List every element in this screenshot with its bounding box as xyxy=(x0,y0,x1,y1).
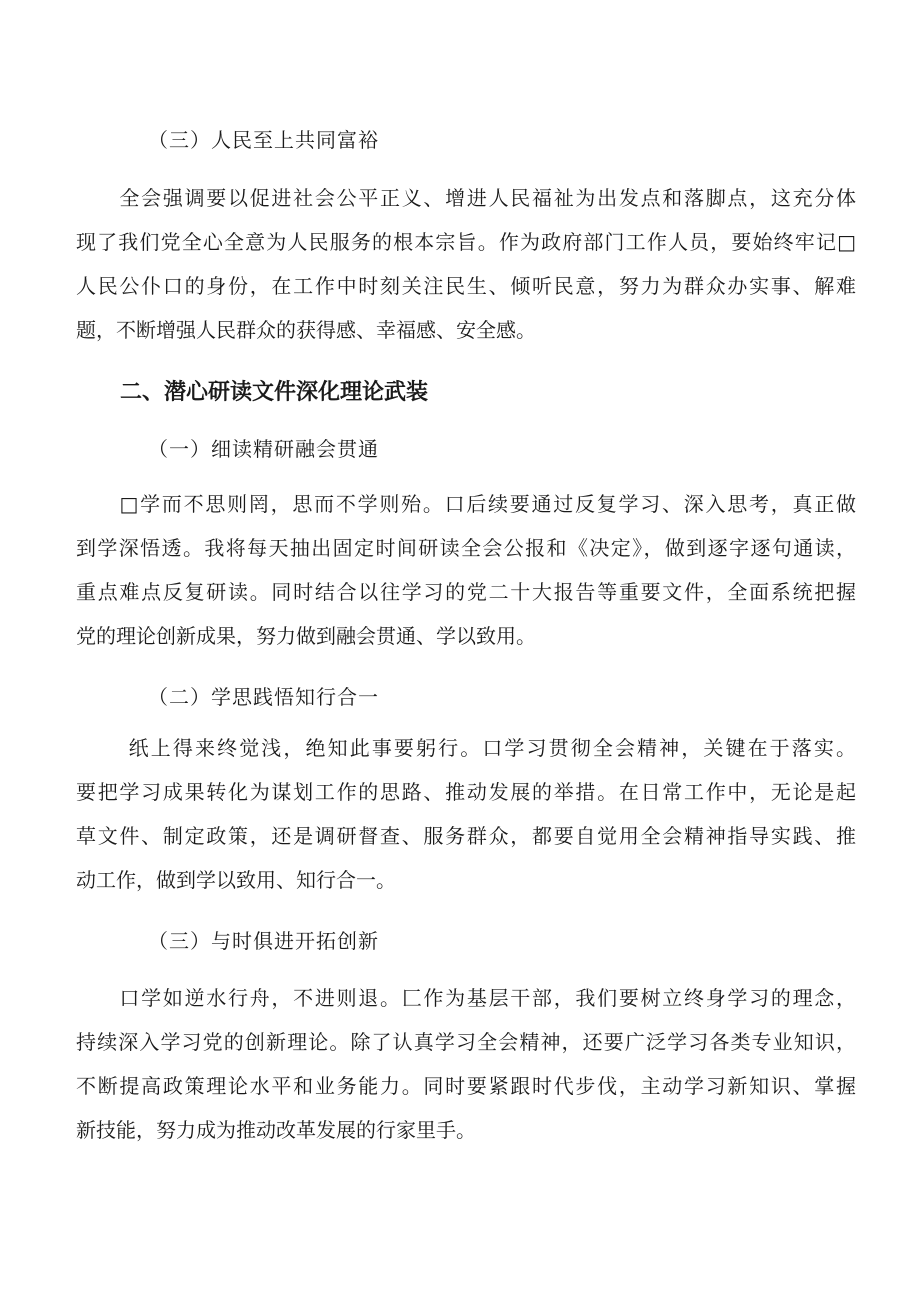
text-line: 题，不断增强人民群众的获得感、幸福感、安全感。 xyxy=(76,318,536,342)
text-line: □学而不思则罔，思而不学则殆。口后续要通过反复学习、深入思考，真正做 xyxy=(76,492,856,516)
paragraph-careful-reading xyxy=(76,482,856,658)
text-line: 党的理论创新成果，努力做到融会贯通、学以致用。 xyxy=(76,624,536,648)
section-heading-theory: 二、潜心研读文件深化理论武装 xyxy=(120,380,429,405)
subheading-people-first: （三）人民至上共同富裕 xyxy=(148,128,379,152)
text-line: 纸上得来终觉浅，绝知此事要躬行。口学习贯彻全会精神，关键在于落实。 xyxy=(76,736,856,760)
text-line: 口学如逆水行舟，不进则退。匚作为基层干部，我们要树立终身学习的理念， xyxy=(76,986,856,1010)
text-line: 人民公仆口的身份，在工作中时刻关注民生、倾听民意，努力为群众办实事、解难 xyxy=(76,274,856,298)
paragraph-knowledge-action xyxy=(76,726,856,902)
text-line: 不断提高政策理论水平和业务能力。同时要紧跟时代步伐，主动学习新知识、掌握 xyxy=(76,1074,856,1098)
subheading-knowledge-action: （二）学思践悟知行合一 xyxy=(148,685,379,709)
text-line: 持续深入学习党的创新理论。除了认真学习全会精神，还要广泛学习各类专业知识， xyxy=(76,1030,856,1054)
text-line: 全会强调要以促进社会公平正义、增进人民福祉为出发点和落脚点，这充分体 xyxy=(76,186,856,210)
text-line: 动工作，做到学以致用、知行合一。 xyxy=(76,868,396,892)
text-line: 要把学习成果转化为谋划工作的思路、推动发展的举措。在日常工作中，无论是起 xyxy=(76,780,856,804)
text-line: 新技能，努力成为推动改革发展的行家里手。 xyxy=(76,1118,476,1142)
text-line: 到学深悟透。我将每天抽出固定时间研读全会公报和《决定》，做到逐字逐句通读， xyxy=(76,536,856,560)
paragraph-people-first xyxy=(76,176,856,352)
text-line: 现了我们党全心全意为人民服务的根本宗旨。作为政府部门工作人员，要始终牢记□ xyxy=(76,230,856,254)
text-line: 重点难点反复研读。同时结合以往学习的党二十大报告等重要文件，全面系统把握 xyxy=(76,580,856,604)
paragraph-innovation xyxy=(76,976,856,1152)
subheading-careful-reading: （一）细读精研融会贯通 xyxy=(148,437,379,461)
subheading-innovation: （三）与时俱进开拓创新 xyxy=(148,929,379,953)
text-line: 草文件、制定政策，还是调研督查、服务群众，都要自觉用全会精神指导实践、推 xyxy=(76,824,856,848)
